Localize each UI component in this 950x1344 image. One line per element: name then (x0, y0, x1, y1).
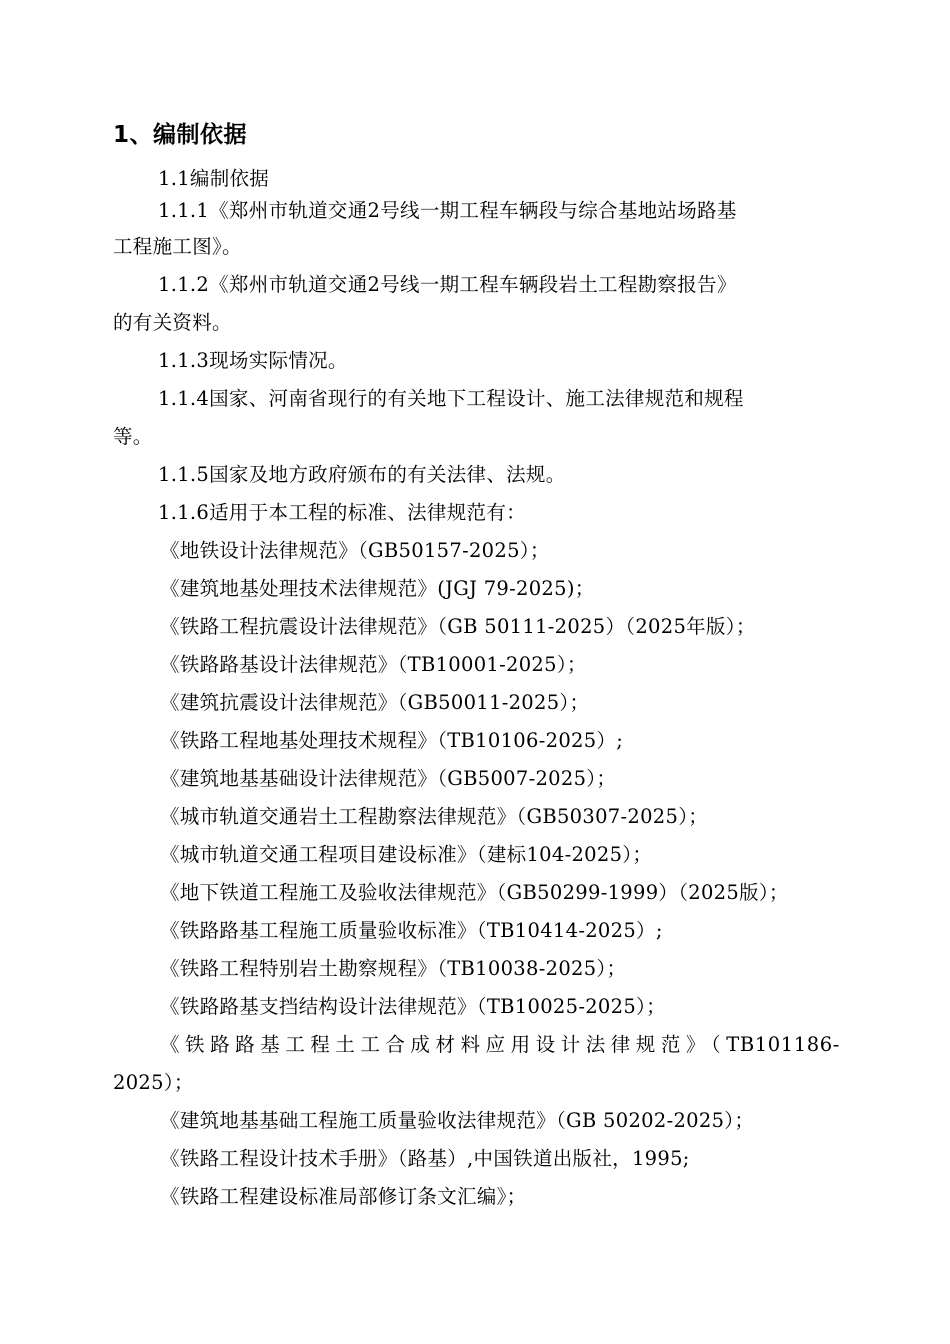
reference-item: 《铁路路基设计法律规范》（TB10001-2025）； (160, 653, 587, 676)
basis-item-1-line2: 工程施工图》。 (113, 235, 242, 258)
section-heading: 1、编制依据 (113, 122, 248, 148)
reference-item: 《铁路工程设计技术手册》（路基）,中国铁道出版社，1995; (160, 1147, 690, 1170)
basis-item-2-line2: 的有关资料。 (113, 311, 232, 334)
reference-item: 《铁路工程特别岩土勘察规程》（TB10038-2025）； (160, 957, 627, 980)
reference-item-long-line2: 2025）； (113, 1071, 194, 1094)
basis-item-5: 1.1.5国家及地方政府颁布的有关法律、法规。 (158, 463, 566, 486)
reference-item: 《建筑地基基础工程施工质量验收法律规范》（GB 50202-2025）； (160, 1109, 755, 1132)
reference-item: 《地铁设计法律规范》（GB50157-2025）； (160, 539, 550, 562)
reference-item: 《建筑抗震设计法律规范》（GB50011-2025）； (160, 691, 590, 714)
basis-item-2-line1: 1.1.2《郑州市轨道交通2号线一期工程车辆段岩土工程勘察报告》 (158, 273, 737, 296)
reference-item: 《铁路工程建设标准局部修订条文汇编》； (160, 1185, 527, 1208)
reference-item: 《建筑地基基础设计法律规范》（GB5007-2025）； (160, 767, 617, 790)
basis-item-6: 1.1.6适用于本工程的标准、法律规范有： (158, 501, 526, 524)
reference-item: 《铁路路基工程施工质量验收标准》（TB10414-2025）; (160, 919, 663, 942)
reference-item-long-line1: 《铁路路基工程土工合成材料应用设计法律规范》（TB101186- (160, 1033, 840, 1056)
basis-item-4-line1: 1.1.4国家、河南省现行的有关地下工程设计、施工法律规范和规程 (158, 387, 744, 410)
reference-item: 《建筑地基处理技术法律规范》(JGJ 79-2025)； (160, 577, 595, 600)
reference-item: 《城市轨道交通岩土工程勘察法律规范》（GB50307-2025）； (160, 805, 709, 828)
reference-item: 《铁路路基支挡结构设计法律规范》（TB10025-2025）； (160, 995, 666, 1018)
reference-item: 《铁路工程抗震设计法律规范》（GB 50111-2025）（2025年版）； (160, 615, 756, 638)
basis-item-3: 1.1.3现场实际情况。 (158, 349, 348, 372)
basis-item-1-line1: 1.1.1《郑州市轨道交通2号线一期工程车辆段与综合基地站场路基 (158, 199, 737, 222)
basis-item-4-line2: 等。 (113, 425, 153, 448)
reference-item: 《城市轨道交通工程项目建设标准》（建标104-2025）； (160, 843, 653, 866)
subsection-title: 1.1编制依据 (158, 167, 270, 190)
reference-item: 《铁路工程地基处理技术规程》（TB10106-2025）; (160, 729, 624, 752)
reference-item: 《地下铁道工程施工及验收法律规范》（GB50299-1999）（2025版）； (160, 881, 789, 904)
